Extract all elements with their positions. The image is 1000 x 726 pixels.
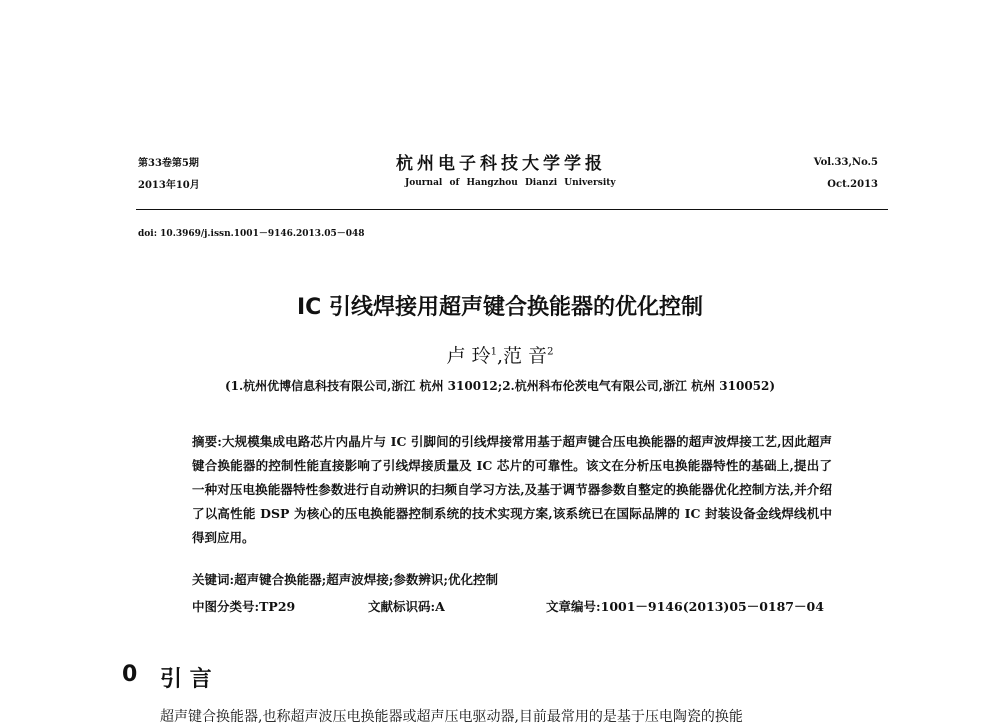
author-name: 卢 玲 bbox=[446, 345, 491, 367]
article-number-value: 1001－9146(2013)05－0187－04 bbox=[600, 599, 824, 614]
article-title: IC 引线焊接用超声键合换能器的优化控制 bbox=[297, 295, 703, 320]
abstract-label: 摘要: bbox=[192, 434, 222, 449]
body-first-line: 超声键合换能器,也称超声波压电换能器或超声压电驱动器,目前最常用的是基于压电陶瓷的换能 bbox=[160, 709, 743, 725]
clc-number bbox=[192, 597, 295, 615]
section-title: 引 言 bbox=[160, 667, 212, 692]
journal-title-cn: 杭州电子科技大学学报 bbox=[396, 154, 606, 174]
header-rule bbox=[136, 209, 888, 210]
article-number bbox=[546, 597, 824, 615]
volume-issue-en: Vol.33,No.5 bbox=[813, 157, 878, 168]
section-number: 0 bbox=[122, 662, 138, 687]
doi: doi: 10.3969/j.issn.1001－9146.2013.05－048 bbox=[138, 229, 365, 239]
date-en: Oct.2013 bbox=[827, 179, 878, 190]
document-code bbox=[368, 597, 445, 615]
author-name: 范 音 bbox=[503, 345, 548, 367]
clc-value: TP29 bbox=[259, 599, 296, 614]
clc-label: 中图分类号: bbox=[192, 599, 260, 614]
author-separator: , bbox=[496, 345, 504, 367]
volume-issue-cn: 第33卷第5期 bbox=[138, 158, 199, 169]
abstract-text: 大规模集成电路芯片内晶片与 IC 引脚间的引线焊接常用基于超声键合压电换能器的超声波焊接工艺,因此超声键合换能器的控制性能直接影响了引线焊接质量及 IC 芯片的可靠性。该文在分析压电换能器特性的基础上,提出了一种对压电换能器特性参数进行自动辨识的扫频自学习方法,及基于调节器参数自整定的换能器优化控制方法,并介绍了以高性能 DSP 为核心的压电换能器控制系统的技术实现方案,该系统已在国际品牌的 IC 封装设备金线焊线机中得到应用。 bbox=[192, 434, 832, 545]
keywords-label: 关键词: bbox=[192, 572, 235, 587]
author-list bbox=[0, 341, 1000, 368]
affiliation: (1.杭州优博信息科技有限公司,浙江 杭州 310012;2.杭州科布伦茨电气有限公司,浙江 杭州 310052) bbox=[224, 379, 776, 393]
keywords bbox=[192, 570, 498, 588]
author-affil-marker: 2 bbox=[547, 346, 554, 358]
article-number-label: 文章编号: bbox=[546, 599, 601, 614]
doc-code-value: A bbox=[435, 599, 445, 614]
journal-title-en: Journal of Hangzhou Dianzi University bbox=[405, 178, 616, 188]
keywords-text: 超声键合换能器;超声波焊接;参数辨识;优化控制 bbox=[234, 572, 498, 587]
author-affil-marker: 1 bbox=[490, 346, 497, 358]
date-cn: 2013年10月 bbox=[138, 180, 200, 191]
abstract bbox=[192, 430, 832, 550]
doc-code-label: 文献标识码: bbox=[368, 599, 436, 614]
